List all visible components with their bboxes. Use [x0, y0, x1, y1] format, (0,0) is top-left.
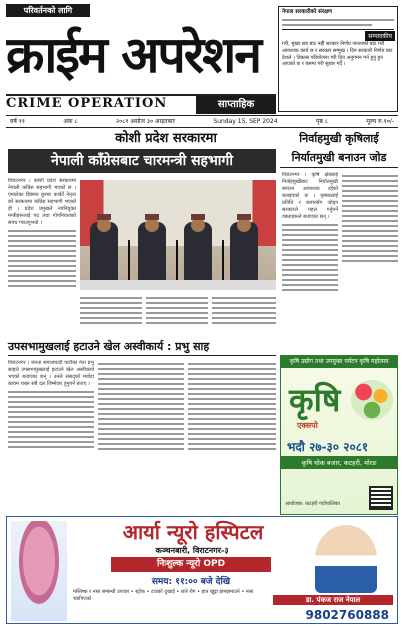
text-line [188, 403, 276, 405]
masthead-tagline: परिवर्तनको लागि [6, 4, 90, 17]
photo-head [145, 218, 159, 232]
text-line [8, 255, 76, 257]
text-line [98, 383, 184, 385]
text-line [282, 289, 338, 291]
text-line [8, 431, 94, 433]
text-line [146, 307, 208, 309]
text-line [98, 398, 184, 400]
text-line [98, 438, 184, 440]
photo-head [97, 218, 111, 232]
text-line [188, 408, 276, 410]
text-line [98, 423, 184, 425]
sub-col-3 [188, 360, 276, 512]
sub-col-2 [98, 360, 184, 512]
text-line [188, 388, 276, 390]
text-line [212, 317, 276, 319]
lead-headline: नेपाली काँग्रेसबाट चारमन्त्री सहभागी [8, 149, 276, 173]
text-line [282, 239, 338, 241]
text-line [342, 200, 398, 202]
text-line [188, 423, 276, 425]
text-line [188, 373, 276, 375]
price-label: मूल्य रु.१०/- [366, 118, 394, 125]
text-line [342, 230, 398, 232]
text-line [8, 396, 94, 398]
text-line [98, 418, 184, 420]
text-line [146, 297, 208, 299]
lead-col-2 [80, 294, 142, 336]
text-line [98, 388, 184, 390]
phone-number[interactable]: 9802760888 [305, 608, 389, 622]
text-line [282, 229, 338, 231]
text-line [282, 264, 338, 266]
text-line [342, 195, 398, 197]
text-line [188, 418, 276, 420]
text-line [282, 24, 372, 26]
text-line [282, 279, 338, 281]
text-line [146, 312, 208, 314]
text-line [188, 383, 276, 385]
doctor-name: डा. पंकज राज नेपाल [273, 595, 393, 605]
text-line [8, 421, 94, 423]
text-line [8, 401, 94, 403]
text-line [342, 250, 398, 252]
text-line [98, 408, 184, 410]
photo-mic [128, 240, 130, 280]
text-line [8, 426, 94, 428]
text-line [282, 224, 338, 226]
sub-headline: उपसभामुखलाई हटाउने खेल अस्वीकार्य : प्रभु साह [8, 338, 276, 356]
text-line [98, 413, 184, 415]
text-line [8, 270, 76, 272]
text-line [80, 307, 142, 309]
side-kicker: निर्वाहमुखी कृषिलाई [299, 132, 379, 145]
side-headline: निर्यातमुखी बनाउन जोड [280, 148, 398, 168]
english-date: Sunday 15, SEP 2024 [213, 118, 278, 125]
text-line [282, 234, 338, 236]
text-line [146, 322, 208, 324]
lead-col-4 [212, 294, 276, 336]
text-line [342, 180, 398, 182]
lead-col-3 [146, 294, 208, 336]
newspaper-title: क्राईम अपरेशन [6, 25, 261, 84]
doctor-photo [315, 525, 377, 593]
text-line [98, 448, 184, 450]
expo-venue: कृषि थोक बजार, कटहरी, मोरङ [281, 456, 397, 469]
photo-mic [222, 240, 224, 280]
text-line [342, 190, 398, 192]
text-line [8, 446, 94, 448]
text-line [80, 322, 142, 324]
editorial-tag: सम्पादकीय [365, 31, 395, 41]
lead-kicker: कोशी प्रदेश सरकारमा [115, 131, 217, 146]
text-line [188, 438, 276, 440]
editorial-text: गरी, मुख्य सत्र बाट नहीं सरकार निर्णय जनताको बाट गरी आवश्यक कार्य छ र सरकार सम्मुख । दिन सरकारी निर्णय बाट देशले । विकास परियोजना गरी दिन अनुगमन गर्न हुनु हुन आएको छ र यसमा गरी सुधार गर्दै । [282, 41, 393, 68]
sub-body: विराटनगर । जनता समाजवादी पार्टीका नेता प्रभु साहले उपसभामुखलाई हटाउने खेल अस्वीकार्य भएको बताएका छन् । उनले संसद्को मर्यादा कायम राख्न सबै दल जिम्मेवार हुनुपर्ने बताए । [8, 360, 94, 387]
sub-col-1 [8, 360, 94, 512]
text-line [80, 302, 142, 304]
text-line [8, 230, 76, 232]
text-line [8, 411, 94, 413]
text-line [98, 363, 184, 365]
text-line [212, 312, 276, 314]
services-list: मस्तिष्क र नसा सम्बन्धी उपचार • स्ट्रोक • टाउको दुखाई • छारे रोग • हात खुट्टा झमझमाउने • नसा च्यापिएको [73, 589, 254, 602]
text-line [342, 175, 398, 177]
free-opd-banner: निःशुल्क न्यूरो OPD [111, 557, 271, 572]
expo-subtitle: एक्सपो [297, 421, 318, 430]
text-line [188, 443, 276, 445]
text-line [8, 285, 76, 287]
text-line [98, 443, 184, 445]
newspaper-title-en: CRIME OPERATION [6, 96, 168, 111]
photo-stage [80, 280, 276, 290]
photo-cap [237, 214, 251, 220]
text-line [342, 245, 398, 247]
issue-info-bar [6, 115, 398, 128]
text-line [98, 368, 184, 370]
side-body: विराटनगर । कृषि क्षेत्रलाई निर्वाहमुखीबाट निर्यातमुखी बनाउन आवश्यक रहेको बताइएको छ । कृषकलाई प्रविधि र बजारसँग जोड्न सरकारले पहल गर्नुपर्ने वक्ताहरूले बताएका छन् । [282, 172, 338, 220]
side-col-2 [342, 172, 398, 352]
text-line [188, 413, 276, 415]
text-line [282, 259, 338, 261]
text-line [282, 269, 338, 271]
text-line [8, 245, 76, 247]
text-line [282, 284, 338, 286]
photo-cap [191, 214, 205, 220]
qr-code-icon[interactable] [369, 486, 393, 510]
text-line [212, 297, 276, 299]
text-line [8, 275, 76, 277]
text-line [98, 433, 184, 435]
opd-time: समय: ११:०० बजे देखि [151, 577, 231, 587]
text-line [8, 265, 76, 267]
photo-cap [97, 214, 111, 220]
text-line [98, 373, 184, 375]
expo-logo: कृषि [289, 381, 341, 419]
hospital-ad[interactable] [6, 516, 398, 624]
photo-head [191, 218, 205, 232]
ad-header: कृषि उद्योग तथा उपयुक्त पर्यटन कृषि महोत्सव [281, 356, 397, 368]
text-line [8, 250, 76, 252]
text-line [188, 428, 276, 430]
text-line [188, 448, 276, 450]
text-line [342, 255, 398, 257]
box-divider [282, 29, 394, 30]
photo-cap [145, 214, 159, 220]
expo-dates: भदौ २७-३० २०८१ [287, 440, 369, 454]
text-line [342, 205, 398, 207]
text-line [98, 428, 184, 430]
text-line [98, 403, 184, 405]
text-line [342, 210, 398, 212]
text-line [8, 235, 76, 237]
hospital-address: कञ्चनबारी, विराटनगर-३ [155, 546, 229, 555]
text-line [188, 368, 276, 370]
text-line [342, 215, 398, 217]
text-line [80, 297, 142, 299]
text-line [342, 225, 398, 227]
text-line [98, 378, 184, 380]
expo-contact: आयोजक: कटहरी गाउँपालिका [285, 501, 340, 507]
text-line [342, 220, 398, 222]
text-line [188, 433, 276, 435]
text-line [282, 249, 338, 251]
text-line [8, 416, 94, 418]
side-col-1 [282, 172, 338, 352]
text-line [80, 312, 142, 314]
text-line [8, 240, 76, 242]
text-line [8, 260, 76, 262]
hospital-name: आर्या न्यूरो हस्पिटल [122, 520, 264, 544]
lead-photo [80, 180, 276, 290]
text-line [342, 260, 398, 262]
text-line [8, 391, 94, 393]
text-line [146, 317, 208, 319]
text-line [282, 244, 338, 246]
text-line [146, 302, 208, 304]
krishi-expo-ad[interactable] [280, 355, 398, 515]
nepali-date: २०८१ असोज ३० आइतबार [115, 118, 175, 125]
text-line [8, 406, 94, 408]
text-line [282, 254, 338, 256]
photo-mic [176, 240, 178, 280]
text-line [98, 393, 184, 395]
text-line [8, 441, 94, 443]
text-line [212, 302, 276, 304]
text-line [342, 235, 398, 237]
text-line [342, 185, 398, 187]
text-line [212, 307, 276, 309]
text-line [188, 398, 276, 400]
text-line [8, 280, 76, 282]
editorial-box [278, 6, 398, 112]
text-line [342, 240, 398, 242]
text-line [80, 317, 142, 319]
text-line [188, 378, 276, 380]
photo-head [237, 218, 251, 232]
vegetables-illustration [351, 380, 393, 420]
text-line [282, 274, 338, 276]
text-line [212, 322, 276, 324]
year-label: वर्ष ११ [10, 118, 25, 125]
text-line [282, 19, 394, 21]
pages-label: पृष्ठ ८ [315, 118, 328, 125]
registration-title: नेपाल सरकारीको संरक्षण [282, 9, 332, 15]
lead-body-column [8, 178, 76, 334]
weekly-badge: साप्ताहिक [196, 96, 276, 114]
brain-icon [11, 521, 67, 621]
text-line [8, 436, 94, 438]
issue-label: अंक ८ [63, 118, 78, 125]
lead-body: विराटनगर । कोशी प्रदेश सरकारमा नेपाली काँग्रेस सहभागी भएको छ । एमालेका हिक्मत कुमार कार्की नेतृत्व को सरकारमा काँग्रेस सहभागी भएको हो । प्रदेश प्रमुखले नवनियुक्त मन्त्रीहरूलाई पद तथा गोपनियताको सपथ गराउनुभयो । [8, 178, 76, 226]
text-line [188, 363, 276, 365]
text-line [188, 393, 276, 395]
